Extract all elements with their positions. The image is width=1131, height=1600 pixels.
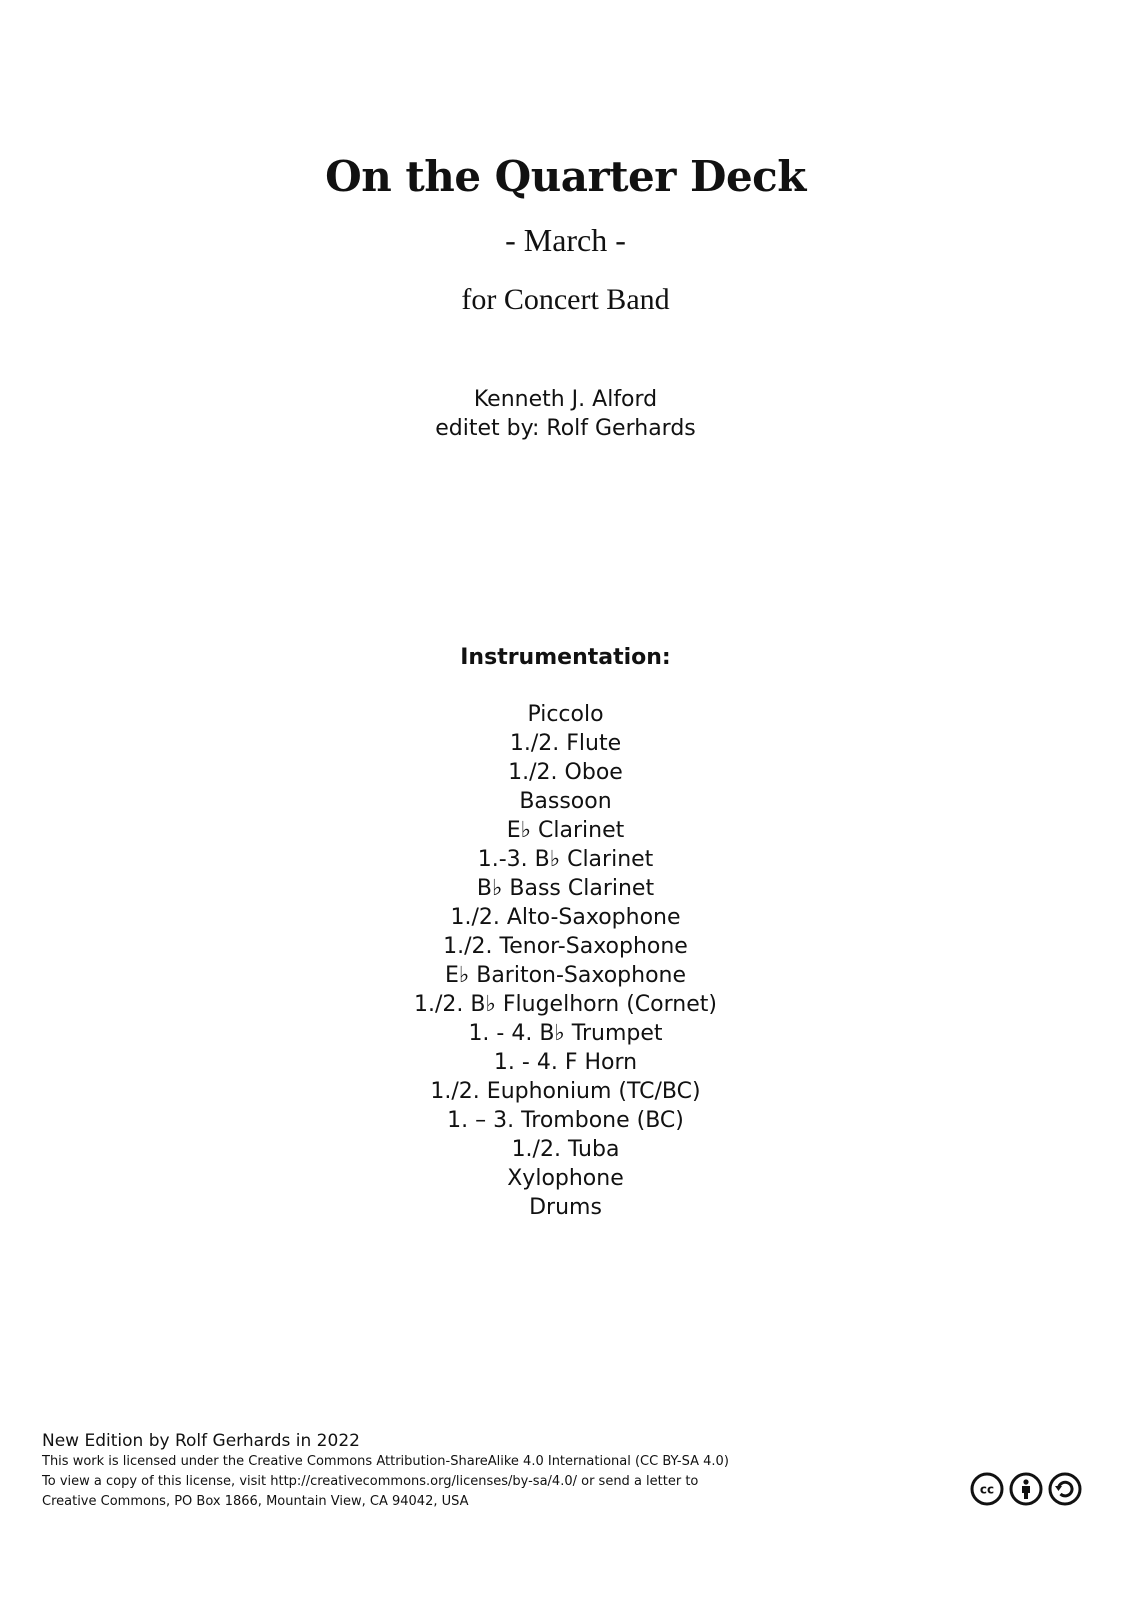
instrumentation-heading: Instrumentation: [460,645,671,670]
license-line: This work is licensed under the Creative Commons Attribution-ShareAlike 4.0 International (CC BY-SA 4.0) [42,1454,729,1469]
instrumentation-list [0,700,1131,1222]
composer-name: Kenneth J. Alford [473,387,658,412]
ensemble-label: for Concert Band [461,283,670,316]
license-footer [42,1430,729,1512]
instrument-item: 1. - 4. B♭ Trumpet [468,1021,663,1046]
instrument-item: 1./2. B♭ Flugelhorn (Cornet) [414,992,717,1017]
instrument-item: 1./2. Euphonium (TC/BC) [430,1079,701,1104]
edition-note: New Edition by Rolf Gerhards in 2022 [42,1431,360,1451]
instrument-item: Piccolo [527,702,604,727]
instrument-item: E♭ Bariton-Saxophone [444,963,687,988]
instrument-item: E♭ Clarinet [506,818,625,843]
instrument-item: 1.-3. B♭ Clarinet [477,847,654,872]
editor-credit: editet by: Rolf Gerhards [435,416,696,441]
cc-icon [970,1472,1004,1506]
score-title: On the Quarter Deck [325,152,806,201]
instrument-item: 1./2. Oboe [508,760,623,785]
license-line: To view a copy of this license, visit http://creativecommons.org/licenses/by-sa/4.0/ or send a letter to [42,1474,699,1489]
instrument-item: B♭ Bass Clarinet [476,876,655,901]
instrument-item: 1./2. Flute [509,731,622,756]
instrument-item: 1. - 4. F Horn [493,1050,638,1075]
credits [0,385,1131,443]
score-subtitle: - March - [505,222,626,258]
by-attribution-icon [1009,1472,1043,1506]
instrument-item: Drums [529,1195,602,1220]
cc-license-badges [970,1472,1082,1506]
instrument-item: Bassoon [519,789,612,814]
cc-icon-text: cc [979,1482,995,1497]
sharealike-icon [1048,1472,1082,1506]
instrument-item: 1./2. Alto-Saxophone [450,905,681,930]
instrument-item: 1./2. Tuba [511,1137,620,1162]
instrument-item: Xylophone [507,1166,624,1191]
license-line: Creative Commons, PO Box 1866, Mountain View, CA 94042, USA [42,1494,469,1509]
instrument-item: 1./2. Tenor-Saxophone [443,934,688,959]
instrument-item: 1. – 3. Trombone (BC) [447,1108,684,1133]
